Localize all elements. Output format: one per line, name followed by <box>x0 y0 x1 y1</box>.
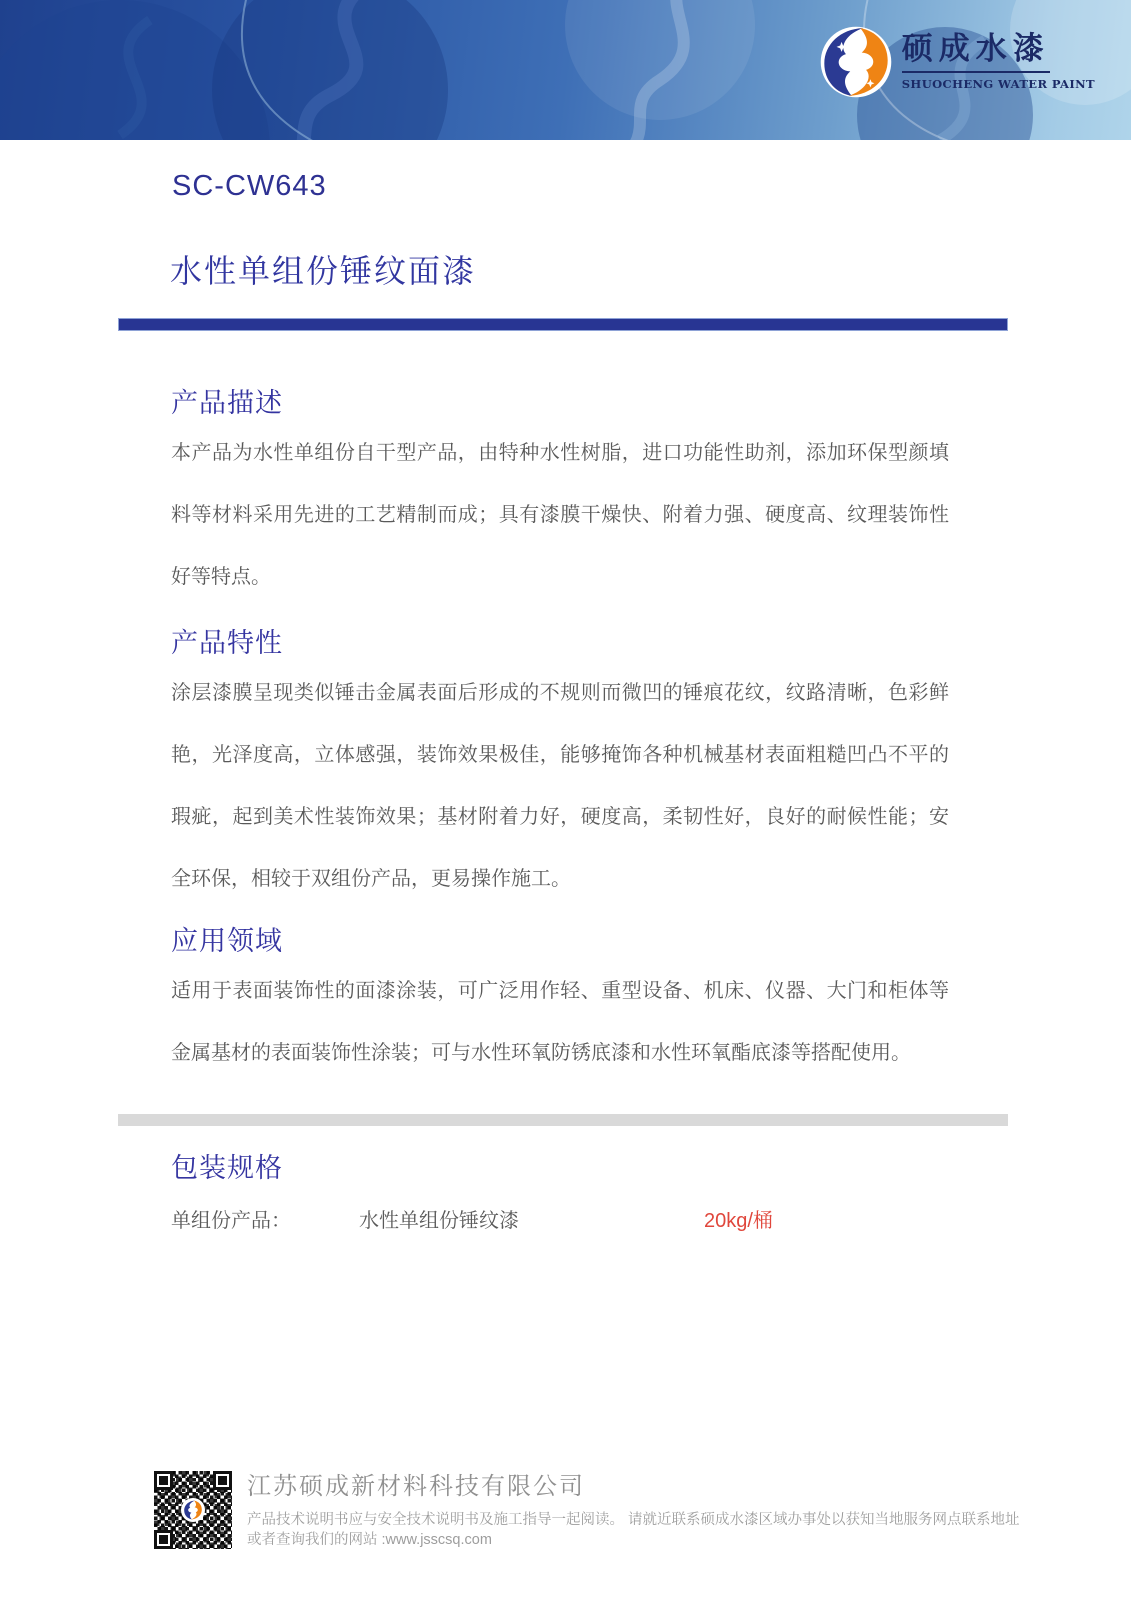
section-heading: 产品描述 <box>171 388 283 418</box>
gray-divider-bar <box>118 1114 1008 1126</box>
qr-finder-icon <box>154 1471 173 1490</box>
qr-code <box>154 1471 232 1549</box>
packaging-spec-value: 20kg/桶 <box>704 1210 773 1232</box>
section-packaging-spec <box>171 1152 1131 1235</box>
footer-note-line2: 或者查询我们的网站 :www.jsscsq.com <box>247 1532 492 1548</box>
qr-center-logo-icon <box>181 1498 205 1522</box>
content-area <box>0 140 1131 1235</box>
section-application-areas <box>171 925 949 1084</box>
product-name: 水性单组份锤纹面漆 <box>170 253 477 289</box>
page-footer <box>154 1471 1104 1550</box>
navy-divider-bar <box>118 318 1008 331</box>
product-code: SC-CW643 <box>172 170 327 202</box>
packaging-row <box>171 1207 1131 1235</box>
footer-note-line1: 产品技术说明书应与安全技术说明书及施工指导一起阅读。 请就近联系硕成水漆区域办事处以获知当地服务网点联系地址 <box>247 1512 1020 1528</box>
section-heading: 包装规格 <box>171 1153 283 1183</box>
brand-name-en: SHUOCHENG WATER PAINT <box>901 76 1095 91</box>
section-body: 适用于表面装饰性的面漆涂装，可广泛用作轻、重型设备、机床、仪器、大门和柜体等金属基材的表面装饰性涂装；可与水性环氧防锈底漆和水性环氧酯底漆等搭配使用。 <box>171 980 949 1064</box>
brand-logo <box>820 26 1095 98</box>
qr-finder-icon <box>213 1471 232 1490</box>
section-heading: 产品特性 <box>171 628 283 658</box>
header-banner <box>0 0 1131 140</box>
brand-logo-icon <box>820 26 892 98</box>
section-body: 涂层漆膜呈现类似锤击金属表面后形成的不规则而微凹的锤痕花纹，纹路清晰，色彩鲜艳，光泽度高，立体感强，装饰效果极佳，能够掩饰各种机械基材表面粗糙凹凸不平的瑕疵，起到美术性装饰效果；基材附着力好，硬度高，柔韧性好，良好的耐候性能；安全环保，相较于双组份产品，更易操作施工。 <box>171 682 949 890</box>
company-name: 江苏硕成新材料科技有限公司 <box>247 1473 585 1500</box>
footer-notes <box>247 1510 1020 1550</box>
section-body: 本产品为水性单组份自干型产品，由特种水性树脂，进口功能性助剂，添加环保型颜填料等材料采用先进的工艺精制而成；具有漆膜干燥快、附着力强、硬度高、纹理装饰性好等特点。 <box>171 442 949 588</box>
section-heading: 应用领域 <box>171 926 283 956</box>
packaging-label: 单组份产品： <box>171 1210 291 1232</box>
packaging-product: 水性单组份锤纹漆 <box>359 1210 519 1232</box>
section-product-features <box>171 627 949 910</box>
qr-finder-icon <box>154 1530 173 1549</box>
section-product-description <box>171 387 949 608</box>
brand-name-cn: 硕成水漆 <box>902 33 1050 73</box>
